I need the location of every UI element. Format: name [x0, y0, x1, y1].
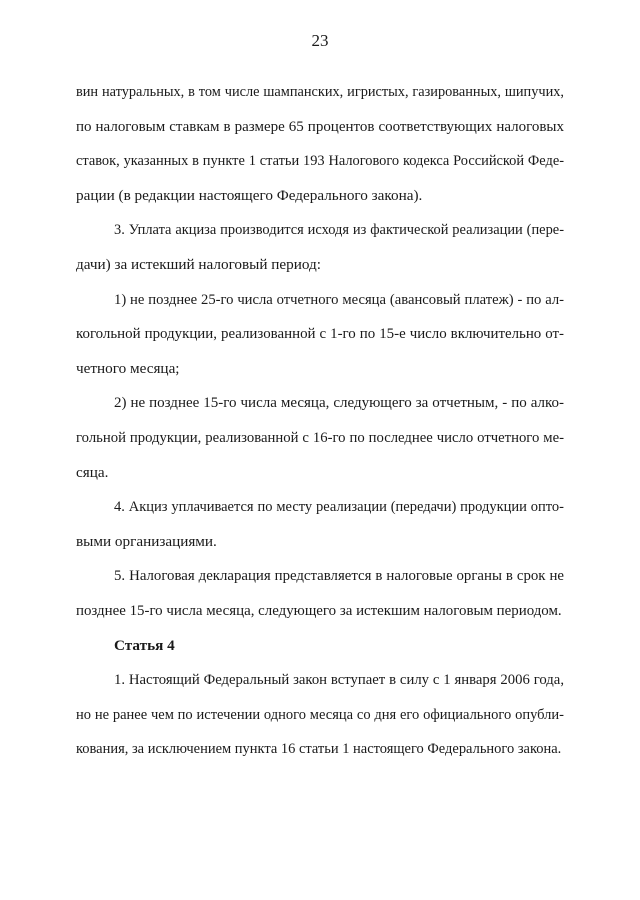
text-line: 5. Налоговая декларация представляется в налоговые органы в срок не	[114, 568, 564, 585]
text-line: 1. Настоящий Федеральный закон вступает в силу с 1 января 2006 года,	[114, 672, 564, 689]
paragraph-item-2	[76, 386, 564, 490]
paragraph-tax-declaration	[76, 559, 564, 628]
paragraph-entry-into-force	[76, 663, 564, 767]
text-line: когольной продукции, реализованной с 1-го по 15-е число включительно от-	[76, 326, 564, 343]
text-line: сяца.	[76, 463, 109, 481]
page-number: 23	[311, 31, 329, 50]
paragraph-excise-payment	[76, 213, 564, 282]
text-line: вин натуральных, в том числе шампанских, игристых, газированных, шипучих,	[76, 84, 564, 100]
text-line: гольной продукции, реализованной с 16-го по последнее число отчетного ме-	[76, 429, 564, 446]
article-heading	[76, 629, 564, 664]
text-line: ставок, указанных в пункте 1 статьи 193 Налогового кодекса Российской Феде-	[76, 153, 564, 170]
text-line: дачи) за истекший налоговый период:	[76, 255, 322, 273]
text-line: но не ранее чем по истечении одного месяца со дня его официального опубли-	[76, 706, 564, 723]
text-line: 1) не позднее 25-го числа отчетного месяца (авансовый платеж) - по ал-	[114, 291, 564, 308]
text-line: 4. Акциз уплачивается по месту реализации (передачи) продукции опто-	[114, 499, 564, 516]
article-title: Статья 4	[114, 636, 175, 654]
paragraph-item-1	[76, 283, 564, 387]
paragraph-place-of-payment	[76, 490, 564, 559]
text-line: по налоговым ставкам в размере 65 процентов соответствующих налоговых	[76, 118, 564, 135]
document-body	[76, 75, 564, 767]
paragraph-wine-tax-rates	[76, 75, 564, 213]
text-line: 3. Уплата акциза производится исходя из фактической реализации (пере-	[114, 222, 564, 239]
text-line: четного месяца;	[76, 359, 180, 377]
text-line: рации (в редакции настоящего Федерального закона).	[76, 186, 423, 204]
text-line: позднее 15-го числа месяца, следующего за истекшим налоговым периодом.	[76, 602, 562, 619]
text-line: выми организациями.	[76, 532, 217, 550]
text-line: кования, за исключением пункта 16 статьи 1 настоящего Федерального закона.	[76, 741, 562, 758]
text-line: 2) не позднее 15-го числа месяца, следующего за отчетным, - по алко-	[114, 395, 564, 412]
